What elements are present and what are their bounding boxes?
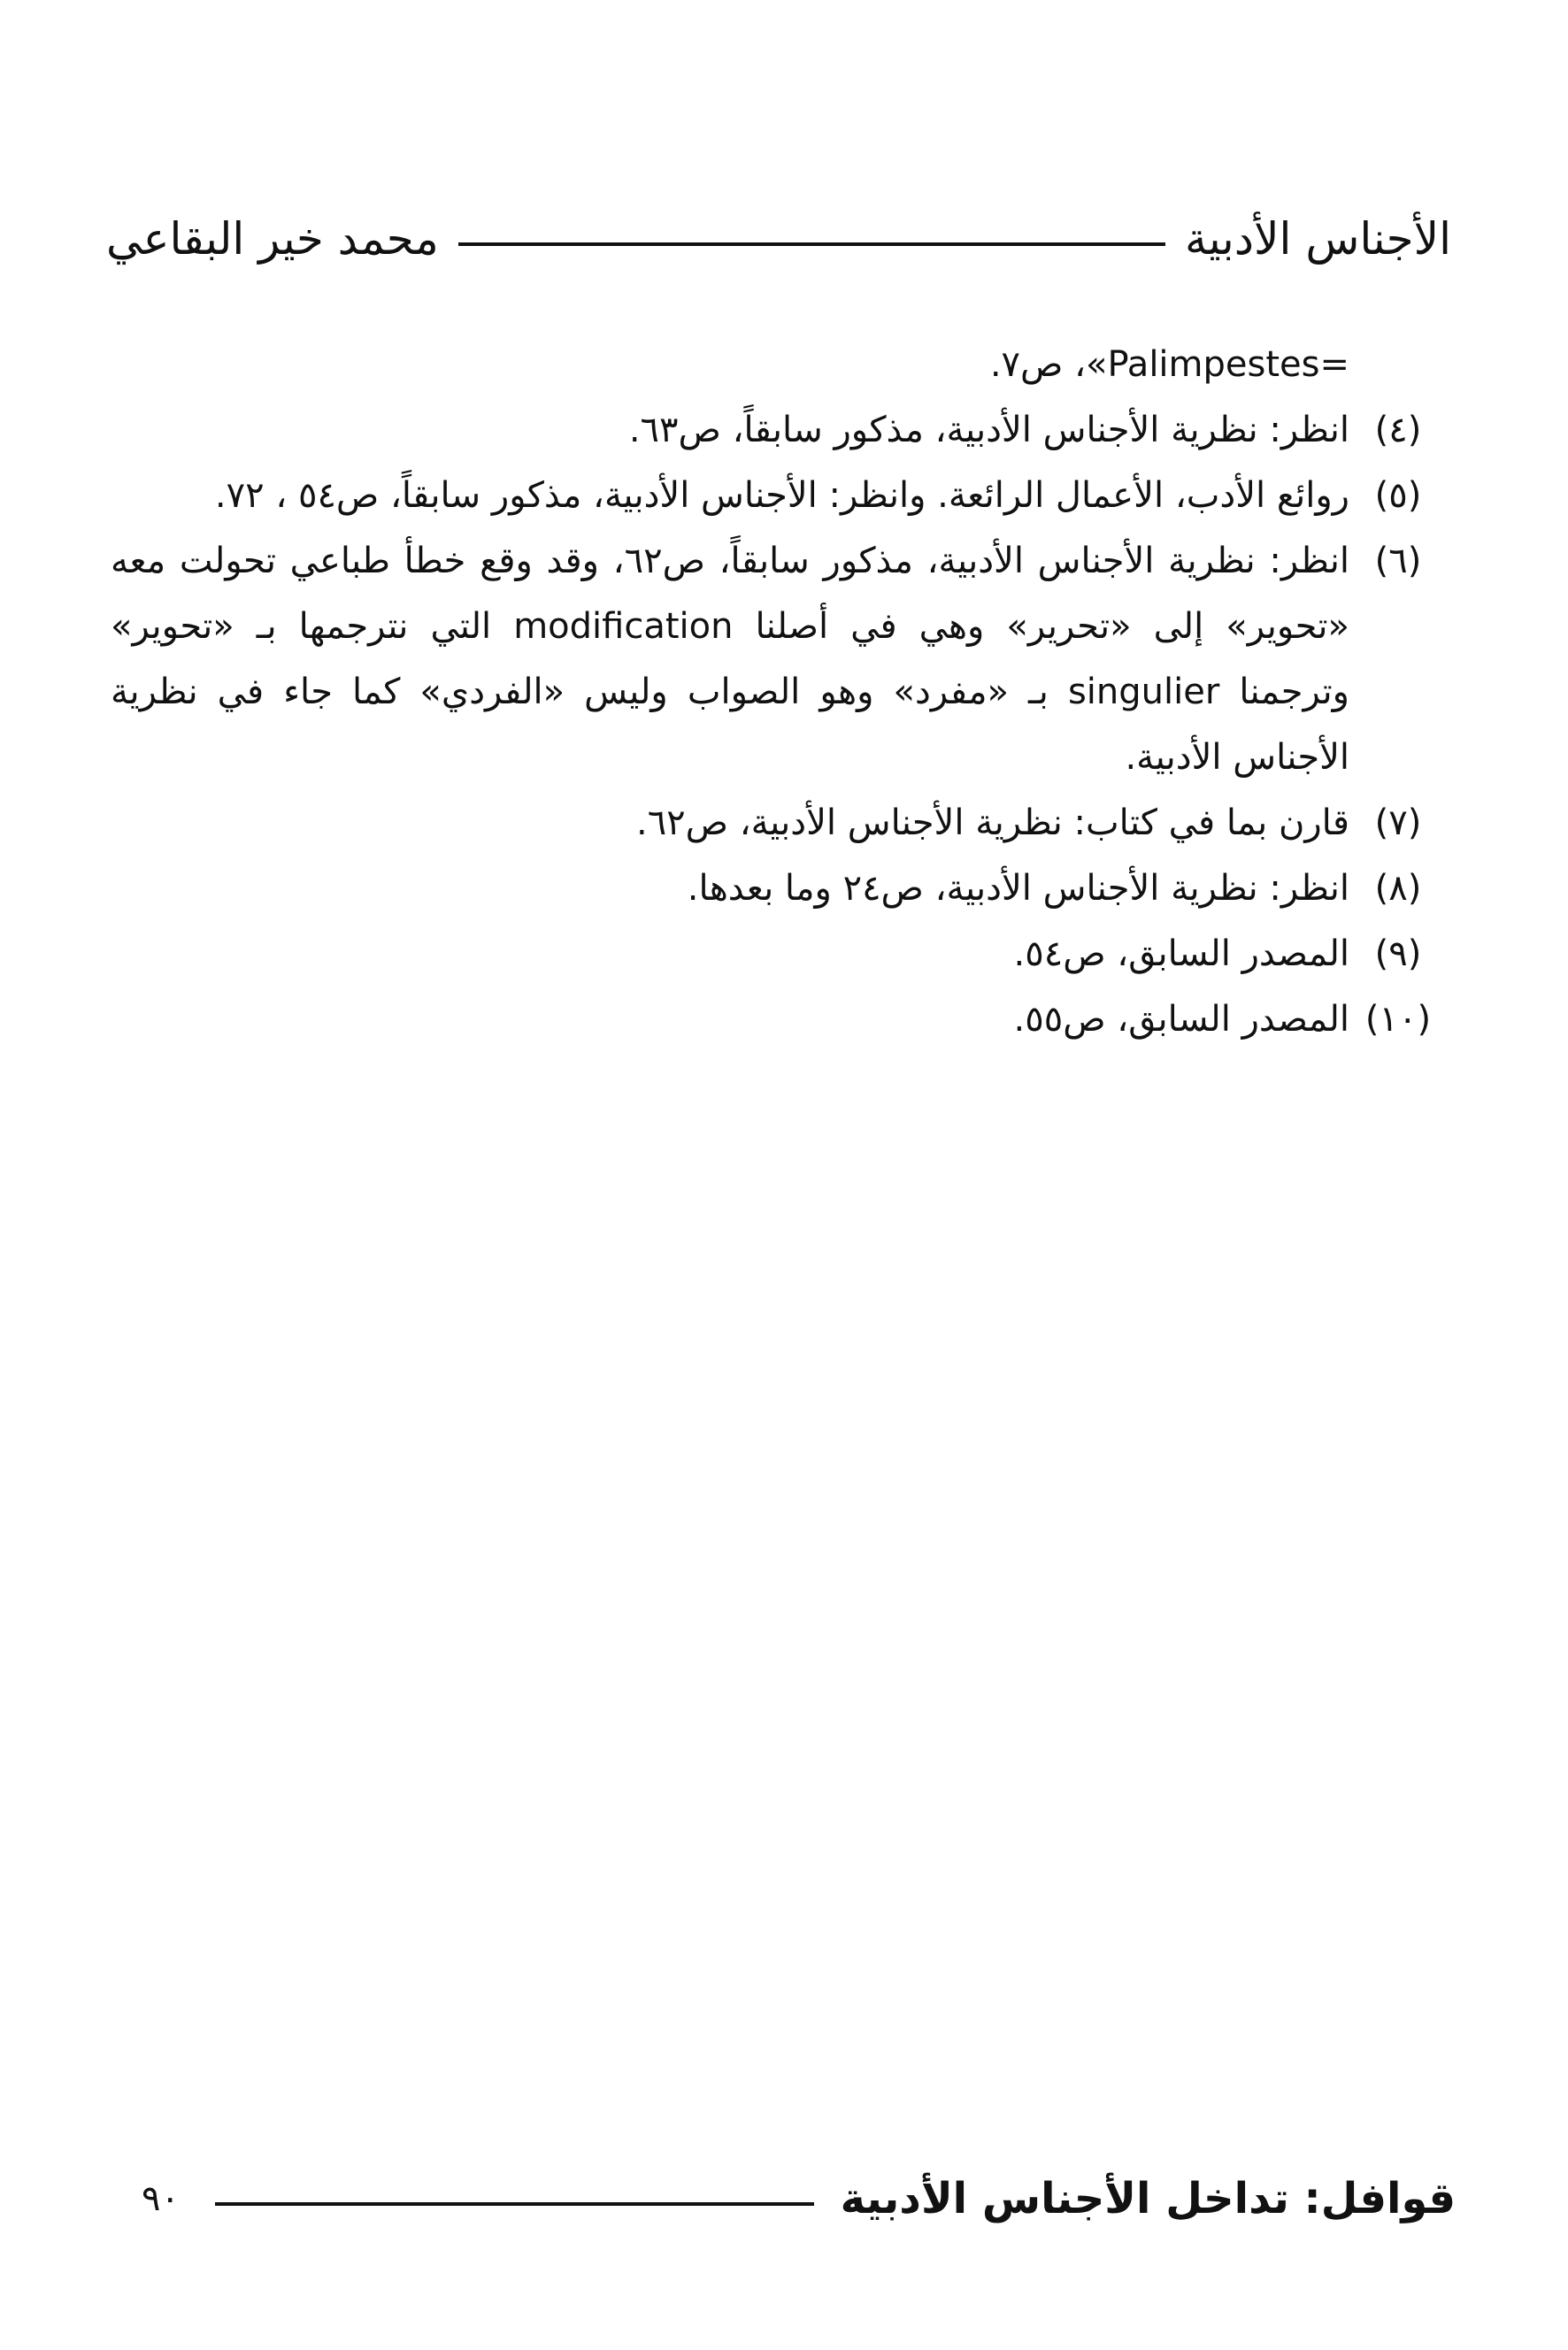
footnote-text: روائع الأدب، الأعمال الرائعة. وانظر: الأجناس الأدبية، مذكور سابقاً، ص٥٤ ، ٧٢. (214, 475, 1349, 516)
footnote-text: انظر: نظرية الأجناس الأدبية، ص٢٤ وما بعدها. (687, 868, 1349, 909)
page-number: ٩٠ (142, 2178, 180, 2219)
running-footer (133, 2159, 1456, 2239)
header-author: محمد خير البقاعي (106, 213, 439, 265)
footnote-number: (١٠) (1364, 999, 1432, 1040)
footnote-number: (٤) (1374, 410, 1422, 450)
footnote-number: (٩) (1374, 933, 1422, 974)
footnote-7 (111, 790, 1447, 856)
footer-rule (215, 2202, 814, 2206)
footnote-text: انظر: نظرية الأجناس الأدبية، مذكور سابقاً، ص٦٢، وقد وقع خطأ طباعي تحولت معه «تحوير» إلى «تحرير» وهي في أصلنا modification التي نترجمها بـ «تحوير» وترجمنا singulier بـ «مفرد» وهو الصواب وليس «الفردي» كما جاء في نظرية الأجناس الأدبية. (111, 541, 1350, 778)
footer-series-title: قوافل: تداخل الأجناس الأدبية (840, 2174, 1456, 2223)
footnotes (111, 332, 1447, 1052)
footnote-number: (٨) (1374, 868, 1422, 909)
footnote-9 (111, 921, 1447, 987)
footnote-number: (٧) (1374, 803, 1422, 843)
footnote-text: المصدر السابق، ص٥٤. (1013, 933, 1349, 974)
footnote-text: انظر: نظرية الأجناس الأدبية، مذكور سابقاً، ص٦٣. (628, 410, 1349, 450)
footnote-8 (111, 856, 1447, 921)
footnote-4 (111, 397, 1447, 463)
header-rule (458, 242, 1165, 246)
footnote-5 (111, 463, 1447, 528)
footnote-10 (111, 987, 1447, 1052)
footnote-text: قارن بما في كتاب: نظرية الأجناس الأدبية، ص٦٢. (635, 803, 1349, 843)
footnote-number: (٥) (1374, 475, 1422, 516)
footnote-text: المصدر السابق، ص٥٥. (1013, 999, 1349, 1040)
footnote-continuation: =Palimpestes»، ص٧. (989, 344, 1349, 385)
header-book-title: الأجناس الأدبية (1184, 213, 1451, 265)
footnote-6 (111, 528, 1447, 790)
footnote-number: (٦) (1374, 541, 1422, 581)
running-header (106, 199, 1451, 279)
